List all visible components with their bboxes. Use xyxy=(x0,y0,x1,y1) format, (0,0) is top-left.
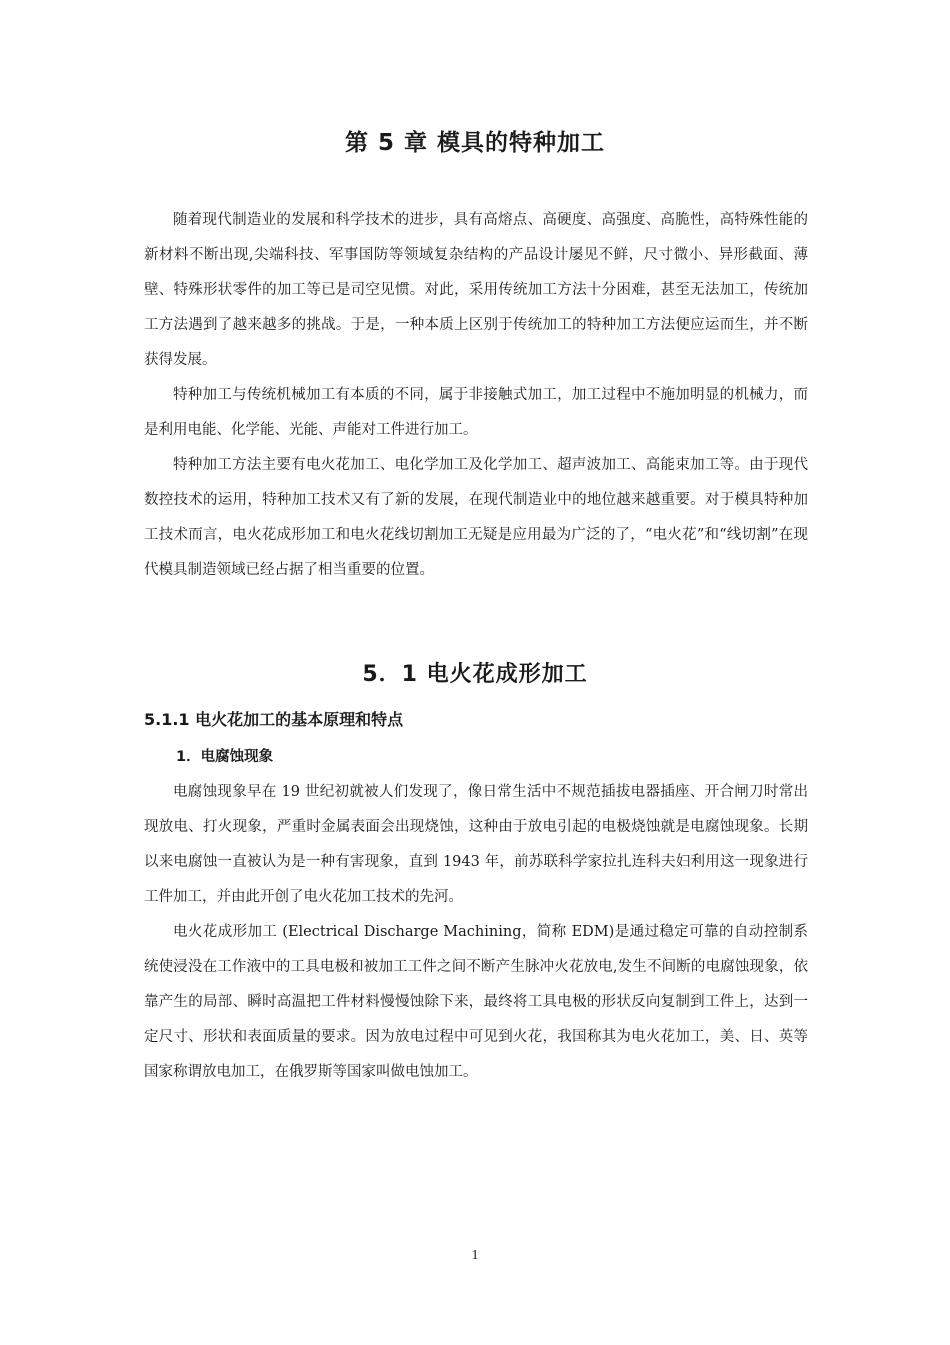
intro-paragraph: 特种加工与传统机械加工有本质的不同，属于非接触式加工，加工过程中不施加明显的机械力，而是利用电能、化学能、光能、声能对工件进行加工。 xyxy=(144,387,808,438)
chapter-title: 第 5 章 模具的特种加工 xyxy=(344,130,606,156)
intro-paragraph: 特种加工方法主要有电火花加工、电化学加工及化学加工、超声波加工、高能束加工等。由于现代数控技术的运用，特种加工技术又有了新的发展，在现代制造业中的地位越来越重要。对于模具特种加工技术而言，电火花成形加工和电火花线切割加工无疑是应用最为广泛的了，“电火花”和“线切割”在现代模具制造领域已经占据了相当重要的位置。 xyxy=(144,457,808,578)
section-text xyxy=(144,775,808,1090)
intro-paragraph: 随着现代制造业的发展和科学技术的进步，具有高熔点、高硬度、高强度、高脆性，高特殊性能的新材料不断出现,尖端科技、军事国防等领域复杂结构的产品设计屡见不鲜，尺寸微小、异形截面、薄壁、特殊形状零件的加工等已是司空见惯。对此，采用传统加工方法十分困难，甚至无法加工，传统加工方法遇到了越来越多的挑战。于是，一种本质上区别于传统加工的特种加工方法便应运而生，并不断获得发展。 xyxy=(144,212,808,368)
section-title: 5．1 电火花成形加工 xyxy=(362,662,588,687)
page-number: 1 xyxy=(471,1248,479,1263)
intro-text xyxy=(144,203,808,588)
subsection-title: 5.1.1 电火花加工的基本原理和特点 xyxy=(144,710,404,729)
item-title: 1．电腐蚀现象 xyxy=(176,749,274,765)
section-paragraph: 电腐蚀现象早在 19 世纪初就被人们发现了，像日常生活中不规范插拔电器插座、开合闸刀时常出现放电、打火现象，严重时金属表面会出现烧蚀，这种由于放电引起的电极烧蚀就是电腐蚀现象。长期以来电腐蚀一直被认为是一种有害现象，直到 1943 年，前苏联科学家拉扎连科夫妇利用这一现象进行工件加工，并由此开创了电火花加工技术的先河。 xyxy=(144,784,808,905)
section-paragraph: 电火花成形加工 (Electrical Discharge Machining，简称 EDM)是通过稳定可靠的自动控制系统使浸没在工作液中的工具电极和被加工工件之间不断产生脉冲火花放电,发生不间断的电腐蚀现象，依靠产生的局部、瞬时高温把工件材料慢慢蚀除下来，最终将工具电极的形状反向复制到工件上，达到一定尺寸、形状和表面质量的要求。因为放电过程中可见到火花，我国称其为电火花加工，美、日、英等国家称谓放电加工，在俄罗斯等国家叫做电蚀加工。 xyxy=(144,924,808,1080)
